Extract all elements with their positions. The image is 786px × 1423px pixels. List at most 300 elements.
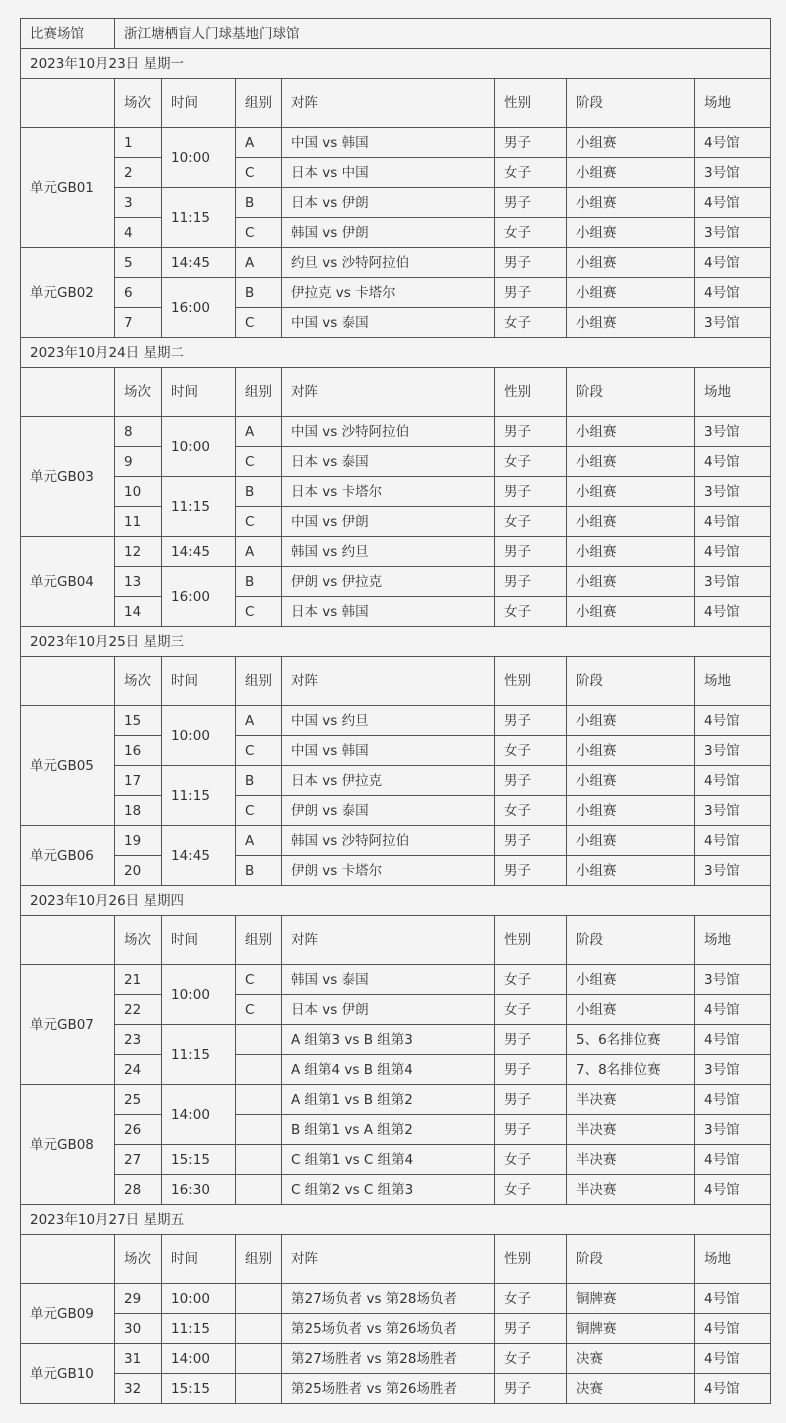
unit-cell: 单元GB07 xyxy=(21,965,115,1085)
gender: 男子 xyxy=(495,1025,567,1055)
court: 3号馆 xyxy=(695,477,771,507)
column-header-gender: 性别 xyxy=(495,79,567,128)
match-group xyxy=(236,1085,282,1115)
stage: 小组赛 xyxy=(567,417,695,447)
court: 3号馆 xyxy=(695,158,771,188)
stage: 小组赛 xyxy=(567,158,695,188)
column-header-match: 场次 xyxy=(115,657,162,706)
gender: 女子 xyxy=(495,965,567,995)
matchup: 韩国 vs 约旦 xyxy=(282,537,495,567)
matchup: 日本 vs 伊拉克 xyxy=(282,766,495,796)
court: 4号馆 xyxy=(695,1175,771,1205)
gender: 男子 xyxy=(495,188,567,218)
match-group xyxy=(236,1374,282,1404)
match-group: C xyxy=(236,218,282,248)
gender: 女子 xyxy=(495,507,567,537)
table-row xyxy=(21,1314,771,1344)
column-header-court: 场地 xyxy=(695,368,771,417)
match-group: C xyxy=(236,308,282,338)
gender: 女子 xyxy=(495,1344,567,1374)
gender: 女子 xyxy=(495,1145,567,1175)
column-header-court: 场地 xyxy=(695,657,771,706)
court: 4号馆 xyxy=(695,766,771,796)
match-number: 9 xyxy=(115,447,162,477)
matchup: 日本 vs 伊朗 xyxy=(282,995,495,1025)
match-group: C xyxy=(236,995,282,1025)
column-header-match: 场次 xyxy=(115,916,162,965)
stage: 决赛 xyxy=(567,1374,695,1404)
match-time: 14:45 xyxy=(162,826,236,886)
matchup: 日本 vs 伊朗 xyxy=(282,188,495,218)
matchup: 伊朗 vs 伊拉克 xyxy=(282,567,495,597)
column-header-group: 组别 xyxy=(236,1235,282,1284)
match-time: 10:00 xyxy=(162,1284,236,1314)
venue-row xyxy=(21,19,771,49)
table-row xyxy=(21,995,771,1025)
date-heading: 2023年10月23日 星期一 xyxy=(21,49,771,79)
court: 4号馆 xyxy=(695,1344,771,1374)
match-group: A xyxy=(236,537,282,567)
gender: 女子 xyxy=(495,1175,567,1205)
match-time: 15:15 xyxy=(162,1374,236,1404)
court: 4号馆 xyxy=(695,128,771,158)
match-number: 32 xyxy=(115,1374,162,1404)
match-time: 10:00 xyxy=(162,128,236,188)
match-group xyxy=(236,1025,282,1055)
table-row xyxy=(21,736,771,766)
gender: 女子 xyxy=(495,447,567,477)
gender: 男子 xyxy=(495,567,567,597)
court: 4号馆 xyxy=(695,1314,771,1344)
court: 4号馆 xyxy=(695,1085,771,1115)
matchup: 日本 vs 中国 xyxy=(282,158,495,188)
court: 4号馆 xyxy=(695,706,771,736)
table-row xyxy=(21,796,771,826)
unit-cell: 单元GB10 xyxy=(21,1344,115,1404)
court: 4号馆 xyxy=(695,1374,771,1404)
court: 4号馆 xyxy=(695,507,771,537)
date-row xyxy=(21,49,771,79)
column-header-gender: 性别 xyxy=(495,368,567,417)
matchup: 伊朗 vs 卡塔尔 xyxy=(282,856,495,886)
table-row xyxy=(21,447,771,477)
court: 3号馆 xyxy=(695,567,771,597)
stage: 小组赛 xyxy=(567,766,695,796)
match-number: 24 xyxy=(115,1055,162,1085)
court: 4号馆 xyxy=(695,1284,771,1314)
column-header-stage: 阶段 xyxy=(567,657,695,706)
gender: 女子 xyxy=(495,308,567,338)
date-row xyxy=(21,886,771,916)
header-row xyxy=(21,79,771,128)
gender: 女子 xyxy=(495,736,567,766)
matchup: C 组第2 vs C 组第3 xyxy=(282,1175,495,1205)
date-row xyxy=(21,338,771,368)
table-row xyxy=(21,766,771,796)
column-header-time: 时间 xyxy=(162,79,236,128)
gender: 男子 xyxy=(495,766,567,796)
stage: 小组赛 xyxy=(567,248,695,278)
gender: 男子 xyxy=(495,278,567,308)
gender: 男子 xyxy=(495,1374,567,1404)
table-row xyxy=(21,856,771,886)
match-number: 16 xyxy=(115,736,162,766)
court: 4号馆 xyxy=(695,1145,771,1175)
matchup: 日本 vs 卡塔尔 xyxy=(282,477,495,507)
match-time: 16:30 xyxy=(162,1175,236,1205)
stage: 小组赛 xyxy=(567,507,695,537)
table-row xyxy=(21,1344,771,1374)
match-number: 12 xyxy=(115,537,162,567)
gender: 女子 xyxy=(495,158,567,188)
stage: 半决赛 xyxy=(567,1175,695,1205)
table-row xyxy=(21,1085,771,1115)
table-row xyxy=(21,1055,771,1085)
gender: 男子 xyxy=(495,417,567,447)
match-group: B xyxy=(236,188,282,218)
table-row xyxy=(21,188,771,218)
match-time: 11:15 xyxy=(162,766,236,826)
court: 4号馆 xyxy=(695,248,771,278)
gender: 女子 xyxy=(495,597,567,627)
court: 3号馆 xyxy=(695,965,771,995)
match-group: C xyxy=(236,507,282,537)
unit-cell: 单元GB02 xyxy=(21,248,115,338)
stage: 小组赛 xyxy=(567,188,695,218)
match-time: 10:00 xyxy=(162,965,236,1025)
match-group: B xyxy=(236,856,282,886)
gender: 男子 xyxy=(495,1055,567,1085)
table-row xyxy=(21,278,771,308)
table-row xyxy=(21,706,771,736)
match-number: 6 xyxy=(115,278,162,308)
match-time: 14:00 xyxy=(162,1344,236,1374)
match-number: 29 xyxy=(115,1284,162,1314)
column-header-matchup: 对阵 xyxy=(282,1235,495,1284)
stage: 小组赛 xyxy=(567,308,695,338)
unit-cell: 单元GB04 xyxy=(21,537,115,627)
stage: 小组赛 xyxy=(567,826,695,856)
match-group: C xyxy=(236,736,282,766)
matchup: 韩国 vs 沙特阿拉伯 xyxy=(282,826,495,856)
matchup: 日本 vs 韩国 xyxy=(282,597,495,627)
table-row xyxy=(21,1145,771,1175)
match-time: 14:45 xyxy=(162,248,236,278)
match-group xyxy=(236,1284,282,1314)
matchup: 伊拉克 vs 卡塔尔 xyxy=(282,278,495,308)
table-row xyxy=(21,128,771,158)
unit-cell: 单元GB03 xyxy=(21,417,115,537)
match-group: C xyxy=(236,158,282,188)
matchup: 第27场负者 vs 第28场负者 xyxy=(282,1284,495,1314)
column-header-unit xyxy=(21,1235,115,1284)
stage: 小组赛 xyxy=(567,128,695,158)
match-group xyxy=(236,1115,282,1145)
match-number: 11 xyxy=(115,507,162,537)
gender: 男子 xyxy=(495,248,567,278)
court: 3号馆 xyxy=(695,1055,771,1085)
unit-cell: 单元GB08 xyxy=(21,1085,115,1205)
match-time: 10:00 xyxy=(162,417,236,477)
column-header-unit xyxy=(21,368,115,417)
matchup: 约旦 vs 沙特阿拉伯 xyxy=(282,248,495,278)
column-header-gender: 性别 xyxy=(495,916,567,965)
stage: 决赛 xyxy=(567,1344,695,1374)
match-group: B xyxy=(236,766,282,796)
gender: 女子 xyxy=(495,995,567,1025)
stage: 小组赛 xyxy=(567,447,695,477)
court: 3号馆 xyxy=(695,218,771,248)
column-header-stage: 阶段 xyxy=(567,368,695,417)
matchup: B 组第1 vs A 组第2 xyxy=(282,1115,495,1145)
table-row xyxy=(21,1284,771,1314)
matchup: C 组第1 vs C 组第4 xyxy=(282,1145,495,1175)
table-row xyxy=(21,537,771,567)
match-number: 27 xyxy=(115,1145,162,1175)
column-header-stage: 阶段 xyxy=(567,916,695,965)
gender: 男子 xyxy=(495,477,567,507)
match-number: 14 xyxy=(115,597,162,627)
match-number: 28 xyxy=(115,1175,162,1205)
stage: 小组赛 xyxy=(567,218,695,248)
court: 4号馆 xyxy=(695,1025,771,1055)
stage: 半决赛 xyxy=(567,1145,695,1175)
date-row xyxy=(21,1205,771,1235)
matchup: 中国 vs 沙特阿拉伯 xyxy=(282,417,495,447)
matchup: 第25场负者 vs 第26场负者 xyxy=(282,1314,495,1344)
match-number: 15 xyxy=(115,706,162,736)
match-number: 8 xyxy=(115,417,162,447)
column-header-time: 时间 xyxy=(162,368,236,417)
match-group: A xyxy=(236,417,282,447)
column-header-stage: 阶段 xyxy=(567,1235,695,1284)
gender: 男子 xyxy=(495,826,567,856)
match-number: 19 xyxy=(115,826,162,856)
matchup: 中国 vs 伊朗 xyxy=(282,507,495,537)
column-header-court: 场地 xyxy=(695,1235,771,1284)
match-number: 22 xyxy=(115,995,162,1025)
match-time: 14:45 xyxy=(162,537,236,567)
date-heading: 2023年10月25日 星期三 xyxy=(21,627,771,657)
court: 3号馆 xyxy=(695,417,771,447)
match-group: A xyxy=(236,128,282,158)
matchup: A 组第4 vs B 组第4 xyxy=(282,1055,495,1085)
court: 3号馆 xyxy=(695,796,771,826)
stage: 铜牌赛 xyxy=(567,1314,695,1344)
match-group xyxy=(236,1175,282,1205)
match-time: 11:15 xyxy=(162,1314,236,1344)
date-row xyxy=(21,627,771,657)
gender: 女子 xyxy=(495,218,567,248)
match-time: 10:00 xyxy=(162,706,236,766)
column-header-match: 场次 xyxy=(115,1235,162,1284)
table-row xyxy=(21,567,771,597)
match-group: C xyxy=(236,965,282,995)
table-row xyxy=(21,417,771,447)
column-header-unit xyxy=(21,79,115,128)
match-number: 4 xyxy=(115,218,162,248)
matchup: 中国 vs 韩国 xyxy=(282,736,495,766)
court: 4号馆 xyxy=(695,188,771,218)
match-number: 25 xyxy=(115,1085,162,1115)
table-row xyxy=(21,1115,771,1145)
matchup: 韩国 vs 伊朗 xyxy=(282,218,495,248)
column-header-group: 组别 xyxy=(236,368,282,417)
match-group xyxy=(236,1055,282,1085)
match-group xyxy=(236,1314,282,1344)
court: 3号馆 xyxy=(695,856,771,886)
unit-cell: 单元GB09 xyxy=(21,1284,115,1344)
stage: 7、8名排位赛 xyxy=(567,1055,695,1085)
gender: 男子 xyxy=(495,1314,567,1344)
stage: 小组赛 xyxy=(567,856,695,886)
match-group xyxy=(236,1145,282,1175)
match-time: 16:00 xyxy=(162,567,236,627)
match-time: 11:15 xyxy=(162,477,236,537)
match-group: B xyxy=(236,567,282,597)
match-number: 30 xyxy=(115,1314,162,1344)
column-header-time: 时间 xyxy=(162,1235,236,1284)
court: 4号馆 xyxy=(695,447,771,477)
table-row xyxy=(21,1374,771,1404)
gender: 男子 xyxy=(495,706,567,736)
match-number: 13 xyxy=(115,567,162,597)
stage: 半决赛 xyxy=(567,1085,695,1115)
column-header-matchup: 对阵 xyxy=(282,79,495,128)
header-row xyxy=(21,368,771,417)
table-row xyxy=(21,477,771,507)
match-group: A xyxy=(236,248,282,278)
court: 4号馆 xyxy=(695,537,771,567)
column-header-group: 组别 xyxy=(236,79,282,128)
venue-name: 浙江塘栖盲人门球基地门球馆 xyxy=(115,19,771,49)
table-row xyxy=(21,597,771,627)
match-time: 16:00 xyxy=(162,278,236,338)
matchup: 伊朗 vs 泰国 xyxy=(282,796,495,826)
table-row xyxy=(21,158,771,188)
stage: 小组赛 xyxy=(567,995,695,1025)
matchup: 第27场胜者 vs 第28场胜者 xyxy=(282,1344,495,1374)
match-number: 7 xyxy=(115,308,162,338)
column-header-unit xyxy=(21,657,115,706)
stage: 5、6名排位赛 xyxy=(567,1025,695,1055)
match-number: 2 xyxy=(115,158,162,188)
court: 3号馆 xyxy=(695,736,771,766)
column-header-stage: 阶段 xyxy=(567,79,695,128)
header-row xyxy=(21,916,771,965)
stage: 小组赛 xyxy=(567,477,695,507)
header-row xyxy=(21,1235,771,1284)
match-number: 26 xyxy=(115,1115,162,1145)
matchup: A 组第3 vs B 组第3 xyxy=(282,1025,495,1055)
court: 4号馆 xyxy=(695,597,771,627)
column-header-match: 场次 xyxy=(115,79,162,128)
column-header-unit xyxy=(21,916,115,965)
unit-cell: 单元GB01 xyxy=(21,128,115,248)
stage: 铜牌赛 xyxy=(567,1284,695,1314)
table-row xyxy=(21,1025,771,1055)
match-group: C xyxy=(236,447,282,477)
match-number: 31 xyxy=(115,1344,162,1374)
unit-cell: 单元GB05 xyxy=(21,706,115,826)
matchup: A 组第1 vs B 组第2 xyxy=(282,1085,495,1115)
match-number: 5 xyxy=(115,248,162,278)
match-number: 3 xyxy=(115,188,162,218)
column-header-matchup: 对阵 xyxy=(282,657,495,706)
column-header-time: 时间 xyxy=(162,916,236,965)
match-time: 15:15 xyxy=(162,1145,236,1175)
table-row xyxy=(21,1175,771,1205)
stage: 小组赛 xyxy=(567,597,695,627)
stage: 半决赛 xyxy=(567,1115,695,1145)
date-heading: 2023年10月27日 星期五 xyxy=(21,1205,771,1235)
gender: 男子 xyxy=(495,128,567,158)
column-header-time: 时间 xyxy=(162,657,236,706)
date-heading: 2023年10月24日 星期二 xyxy=(21,338,771,368)
date-heading: 2023年10月26日 星期四 xyxy=(21,886,771,916)
match-number: 23 xyxy=(115,1025,162,1055)
column-header-court: 场地 xyxy=(695,916,771,965)
match-time: 14:00 xyxy=(162,1085,236,1145)
venue-label: 比赛场馆 xyxy=(21,19,115,49)
gender: 男子 xyxy=(495,1085,567,1115)
court: 3号馆 xyxy=(695,1115,771,1145)
matchup: 中国 vs 韩国 xyxy=(282,128,495,158)
match-group: B xyxy=(236,477,282,507)
stage: 小组赛 xyxy=(567,736,695,766)
column-header-group: 组别 xyxy=(236,916,282,965)
column-header-gender: 性别 xyxy=(495,657,567,706)
match-number: 1 xyxy=(115,128,162,158)
column-header-court: 场地 xyxy=(695,79,771,128)
match-group: B xyxy=(236,278,282,308)
match-number: 17 xyxy=(115,766,162,796)
matchup: 日本 vs 泰国 xyxy=(282,447,495,477)
unit-cell: 单元GB06 xyxy=(21,826,115,886)
table-row xyxy=(21,248,771,278)
gender: 男子 xyxy=(495,1115,567,1145)
matchup: 中国 vs 约旦 xyxy=(282,706,495,736)
match-group: C xyxy=(236,796,282,826)
match-number: 21 xyxy=(115,965,162,995)
column-header-group: 组别 xyxy=(236,657,282,706)
stage: 小组赛 xyxy=(567,796,695,826)
match-group: A xyxy=(236,826,282,856)
court: 4号馆 xyxy=(695,278,771,308)
match-number: 18 xyxy=(115,796,162,826)
court: 3号馆 xyxy=(695,308,771,338)
court: 4号馆 xyxy=(695,995,771,1025)
stage: 小组赛 xyxy=(567,965,695,995)
table-row xyxy=(21,965,771,995)
match-number: 10 xyxy=(115,477,162,507)
gender: 男子 xyxy=(495,856,567,886)
stage: 小组赛 xyxy=(567,537,695,567)
table-row xyxy=(21,826,771,856)
matchup: 中国 vs 泰国 xyxy=(282,308,495,338)
table-row xyxy=(21,507,771,537)
match-group xyxy=(236,1344,282,1374)
match-time: 11:15 xyxy=(162,188,236,248)
stage: 小组赛 xyxy=(567,706,695,736)
match-group: C xyxy=(236,597,282,627)
column-header-matchup: 对阵 xyxy=(282,916,495,965)
header-row xyxy=(21,657,771,706)
match-time: 11:15 xyxy=(162,1025,236,1085)
matchup: 第25场胜者 vs 第26场胜者 xyxy=(282,1374,495,1404)
gender: 女子 xyxy=(495,1284,567,1314)
column-header-matchup: 对阵 xyxy=(282,368,495,417)
